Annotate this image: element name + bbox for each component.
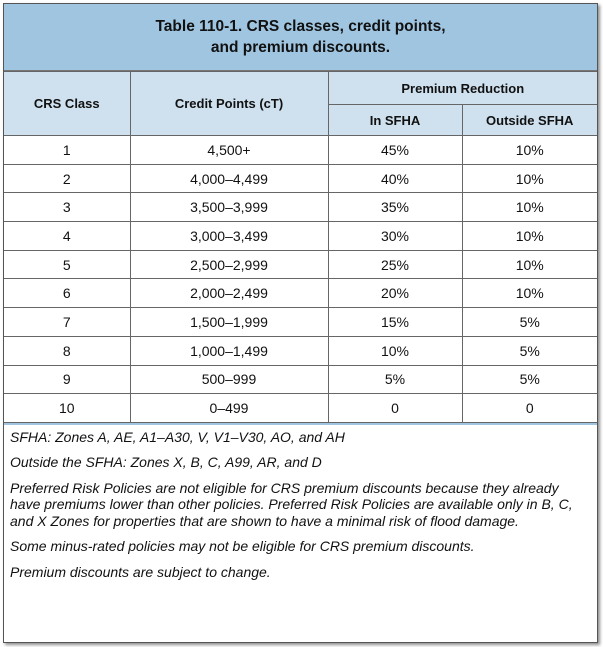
table-row [4,136,597,165]
header-crs-class: CRS Class [4,72,130,136]
cell-in-sfha: 0 [328,394,462,423]
cell-in-sfha: 45% [328,136,462,165]
cell-in-sfha: 40% [328,164,462,193]
cell-credit-points: 3,000–3,499 [130,222,328,251]
cell-credit-points: 2,500–2,999 [130,250,328,279]
cell-crs-class: 5 [4,250,130,279]
cell-in-sfha: 10% [328,336,462,365]
cell-credit-points: 4,000–4,499 [130,164,328,193]
note-outside-sfha: Outside the SFHA: Zones X, B, C, A99, AR, and D [10,454,322,471]
table-row [4,365,597,394]
header-in-sfha: In SFHA [328,105,462,136]
cell-outside-sfha: 10% [462,250,597,279]
cell-crs-class: 7 [4,308,130,337]
cell-credit-points: 1,000–1,499 [130,336,328,365]
cell-outside-sfha: 5% [462,365,597,394]
cell-crs-class: 2 [4,164,130,193]
table-title [4,4,597,71]
cell-outside-sfha: 10% [462,279,597,308]
cell-in-sfha: 20% [328,279,462,308]
note-preferred-risk: Preferred Risk Policies are not eligible for CRS premium discounts because they already have premiums lower than other policies. Preferred Risk Policies are available only in B, C, and X Zones for properties that are shown to have a minimal risk of flood damage. [10,479,573,529]
table-row [4,308,597,337]
cell-in-sfha: 15% [328,308,462,337]
table-notes [4,423,597,581]
cell-credit-points: 500–999 [130,365,328,394]
cell-outside-sfha: 10% [462,222,597,251]
cell-crs-class: 4 [4,222,130,251]
cell-outside-sfha: 10% [462,136,597,165]
header-premium-reduction: Premium Reduction [328,72,597,105]
header-outside-sfha: Outside SFHA [462,105,597,136]
table-row [4,279,597,308]
cell-outside-sfha: 5% [462,308,597,337]
cell-crs-class: 6 [4,279,130,308]
table-row [4,164,597,193]
table-row [4,336,597,365]
table-row [4,222,597,251]
note-minus-rated: Some minus-rated policies may not be eligible for CRS premium discounts. [10,538,475,555]
cell-crs-class: 10 [4,394,130,423]
cell-credit-points: 3,500–3,999 [130,193,328,222]
cell-outside-sfha: 0 [462,394,597,423]
header-credit-points: Credit Points (cT) [130,72,328,136]
table-row [4,250,597,279]
cell-crs-class: 1 [4,136,130,165]
cell-in-sfha: 30% [328,222,462,251]
cell-crs-class: 9 [4,365,130,394]
cell-credit-points: 1,500–1,999 [130,308,328,337]
cell-outside-sfha: 10% [462,193,597,222]
cell-in-sfha: 35% [328,193,462,222]
table-title-line-2: and premium discounts. [210,39,391,56]
cell-credit-points: 0–499 [130,394,328,423]
table-title-line-1: Table 110-1. CRS classes, credit points, [155,18,446,35]
cell-in-sfha: 25% [328,250,462,279]
crs-table [4,71,597,423]
table-row [4,394,597,423]
table-row [4,193,597,222]
table-frame [3,3,598,643]
cell-crs-class: 8 [4,336,130,365]
note-sfha: SFHA: Zones A, AE, A1–A30, V, V1–V30, AO, and AH [10,428,345,445]
cell-outside-sfha: 5% [462,336,597,365]
cell-credit-points: 4,500+ [130,136,328,165]
cell-credit-points: 2,000–2,499 [130,279,328,308]
note-subject-to-change: Premium discounts are subject to change. [10,563,271,580]
cell-outside-sfha: 10% [462,164,597,193]
cell-in-sfha: 5% [328,365,462,394]
cell-crs-class: 3 [4,193,130,222]
